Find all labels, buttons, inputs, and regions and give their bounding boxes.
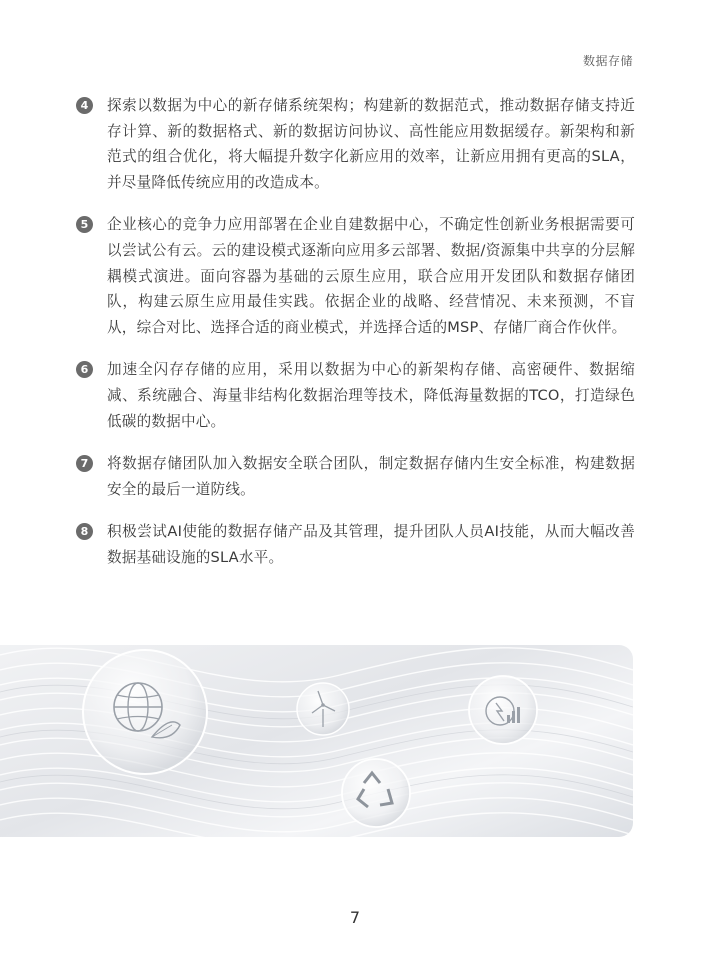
list-item	[76, 93, 636, 195]
running-header: 数据存储	[582, 54, 633, 68]
numbered-list	[76, 93, 636, 588]
banner-illustration	[0, 645, 633, 837]
energy-chart-icon	[469, 676, 537, 744]
list-item-text: 积极尝试AI使能的数据存储产品及其管理，提升团队人员AI技能，从而大幅改善数据基础设施的SLA水平。	[107, 523, 635, 566]
item-number-badge: 4	[76, 97, 93, 114]
list-item-text: 加速全闪存存储的应用，采用以数据为中心的新架构存储、高密硬件、数据缩减、系统融合、海量非结构化数据治理等技术，降低海量数据的TCO，打造绿色低碳的数据中心。	[107, 361, 635, 430]
list-item	[76, 212, 636, 340]
decorative-banner	[0, 645, 633, 837]
item-number-badge: 7	[76, 455, 93, 472]
list-item	[76, 451, 636, 502]
list-item	[76, 357, 636, 434]
recycle-icon	[342, 759, 410, 827]
list-item-text: 探索以数据为中心的新存储系统架构；构建新的数据范式，推动数据存储支持近存计算、新的数据格式、新的数据访问协议、高性能应用数据缓存。新架构和新范式的组合优化，将大幅提升数字化新应用的效率，让新应用拥有更高的SLA，并尽量降低传统应用的改造成本。	[107, 97, 635, 191]
item-number-badge: 8	[76, 523, 93, 540]
page-number: 7	[349, 908, 361, 927]
list-item-text: 企业核心的竞争力应用部署在企业自建数据中心，不确定性创新业务根据需要可以尝试公有云。云的建设模式逐渐向应用多云部署、数据/资源集中共享的分层解耦模式演进。面向容器为基础的云原生应用，联合应用开发团队和数据存储团队，构建云原生应用最佳实践。依据企业的战略、经营情况、未来预测，不盲从，综合对比、选择合适的商业模式，并选择合适的MSP、存储厂商合作伙伴。	[107, 216, 635, 336]
list-item-text: 将数据存储团队加入数据安全联合团队，制定数据存储内生安全标准，构建数据安全的最后一道防线。	[107, 455, 635, 498]
item-number-badge: 5	[76, 216, 93, 233]
wind-turbine-icon	[297, 683, 349, 735]
globe-leaf-icon	[83, 650, 207, 774]
item-number-badge: 6	[76, 361, 93, 378]
list-item	[76, 519, 636, 570]
